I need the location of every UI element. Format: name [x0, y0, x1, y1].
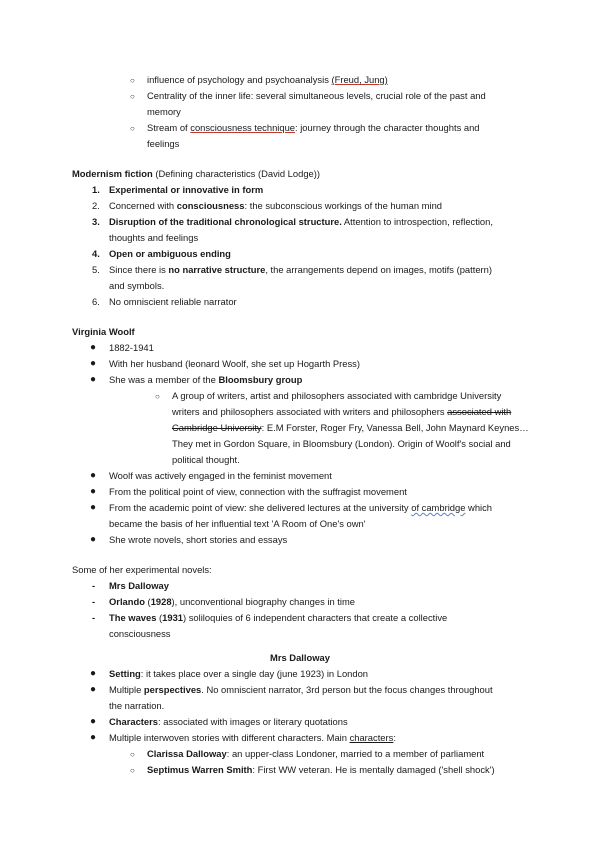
- item-number: 6.: [92, 296, 100, 307]
- bullet-marker: ●: [90, 534, 97, 545]
- novels-intro: Some of her experimental novels:: [72, 564, 212, 575]
- bullet-marker: ●: [90, 668, 97, 679]
- bloomsbury-desc-5: political thought.: [172, 454, 240, 465]
- heading-virginia-woolf: Virginia Woolf: [72, 326, 135, 337]
- sub-bullet-marker: ○: [130, 766, 135, 775]
- character-septimus: Septimus Warren Smith: First WW veteran. He is mentally damaged ('shell shock'): [147, 764, 495, 775]
- sub-bullet-marker: ○: [130, 76, 135, 85]
- novel-the-waves-cont: consciousness: [109, 628, 171, 639]
- bullet-marker: ●: [90, 502, 97, 513]
- item-no-narrator: No omniscient reliable narrator: [109, 296, 237, 307]
- bullet-inner-life-cont: memory: [147, 106, 181, 117]
- bloomsbury-desc-2: writers and philosophers associated with writers and philosophers associated with: [172, 406, 512, 417]
- novel-the-waves: The waves (1931) soliloquies of 6 independent characters that create a collective: [109, 612, 448, 623]
- bullet-marker: ●: [90, 486, 97, 497]
- item-no-structure-cont: and symbols.: [109, 280, 165, 291]
- item-disruption-cont: thoughts and feelings: [109, 232, 199, 243]
- bullet-stream: Stream of consciousness technique: journey through the character thoughts and: [147, 122, 480, 133]
- dalloway-stories: Multiple interwoven stories with different characters. Main characters:: [109, 732, 396, 743]
- bullet-inner-life: Centrality of the inner life: several simultaneous levels, crucial role of the past and: [147, 90, 486, 101]
- dalloway-characters: Characters: associated with images or literary quotations: [109, 716, 348, 727]
- bloomsbury-desc-4: They met in Gordon Square, in Bloomsbury (London). Origin of Woolf's social and: [172, 438, 511, 449]
- dash-marker: -: [92, 612, 96, 623]
- dash-marker: -: [92, 580, 96, 591]
- woolf-academic: From the academic point of view: she delivered lectures at the university of cambridge which: [109, 502, 493, 513]
- sub-bullet-marker: ○: [130, 124, 135, 133]
- bullet-marker: ●: [90, 732, 97, 743]
- dalloway-setting: Setting: it takes place over a single day (june 1923) in London: [109, 668, 369, 679]
- character-clarissa: Clarissa Dalloway: an upper-class Londoner, married to a member of parliament: [147, 748, 485, 759]
- novel-orlando: Orlando (1928), unconventional biography changes in time: [109, 596, 355, 607]
- bullet-marker: ●: [90, 342, 97, 353]
- novel-mrs-dalloway: Mrs Dalloway: [109, 580, 169, 591]
- dalloway-perspectives: Multiple perspectives. No omniscient narrator, 3rd person but the focus changes throughout: [109, 684, 493, 695]
- bullet-marker: ●: [90, 358, 97, 369]
- woolf-hogarth: With her husband (leonard Woolf, she set up Hogarth Press): [109, 358, 360, 369]
- bullet-marker: ●: [90, 470, 97, 481]
- bullet-stream-cont: feelings: [147, 138, 180, 149]
- item-experimental: Experimental or innovative in form: [109, 184, 264, 195]
- item-number: 5.: [92, 264, 100, 275]
- item-number: 1.: [92, 184, 100, 195]
- bullet-psychology: influence of psychology and psychoanalysis (Freud, Jung): [147, 74, 388, 85]
- item-consciousness: Concerned with consciousness: the subconscious workings of the human mind: [109, 200, 443, 211]
- heading-modernism: Modernism fiction (Defining characteristics (David Lodge)): [72, 168, 320, 179]
- item-number: 3.: [92, 216, 100, 227]
- item-number: 4.: [92, 248, 100, 259]
- heading-mrs-dalloway: Mrs Dalloway: [270, 652, 330, 663]
- woolf-dates: 1882-1941: [109, 342, 154, 353]
- bullet-marker: ●: [90, 684, 97, 695]
- dalloway-perspectives-cont: the narration.: [109, 700, 165, 711]
- item-no-structure: Since there is no narrative structure, the arrangements depend on images, motifs (pattern): [109, 264, 492, 275]
- woolf-bloomsbury: She was a member of the Bloomsbury group: [109, 374, 303, 385]
- woolf-academic-cont: became the basis of her influential text 'A Room of One's own': [109, 518, 366, 529]
- sub-bullet-marker: ○: [155, 392, 160, 401]
- bullet-marker: ●: [90, 716, 97, 727]
- dash-marker: -: [92, 596, 96, 607]
- woolf-political: From the political point of view, connection with the suffragist movement: [109, 486, 407, 497]
- sub-bullet-marker: ○: [130, 750, 135, 759]
- item-disruption: Disruption of the traditional chronological structure. Attention to introspection, reflection,: [109, 216, 493, 227]
- woolf-writings: She wrote novels, short stories and essays: [109, 534, 288, 545]
- woolf-feminist: Woolf was actively engaged in the feminist movement: [109, 470, 332, 481]
- sub-bullet-marker: ○: [130, 92, 135, 101]
- item-number: 2.: [92, 200, 100, 211]
- item-open-ending: Open or ambiguous ending: [109, 248, 231, 259]
- bullet-marker: ●: [90, 374, 97, 385]
- bloomsbury-desc-3: Cambridge University: E.M Forster, Roger Fry, Vanessa Bell, John Maynard Keynes…: [172, 422, 529, 433]
- bloomsbury-desc: A group of writers, artist and philosophers associated with cambridge University: [172, 390, 502, 401]
